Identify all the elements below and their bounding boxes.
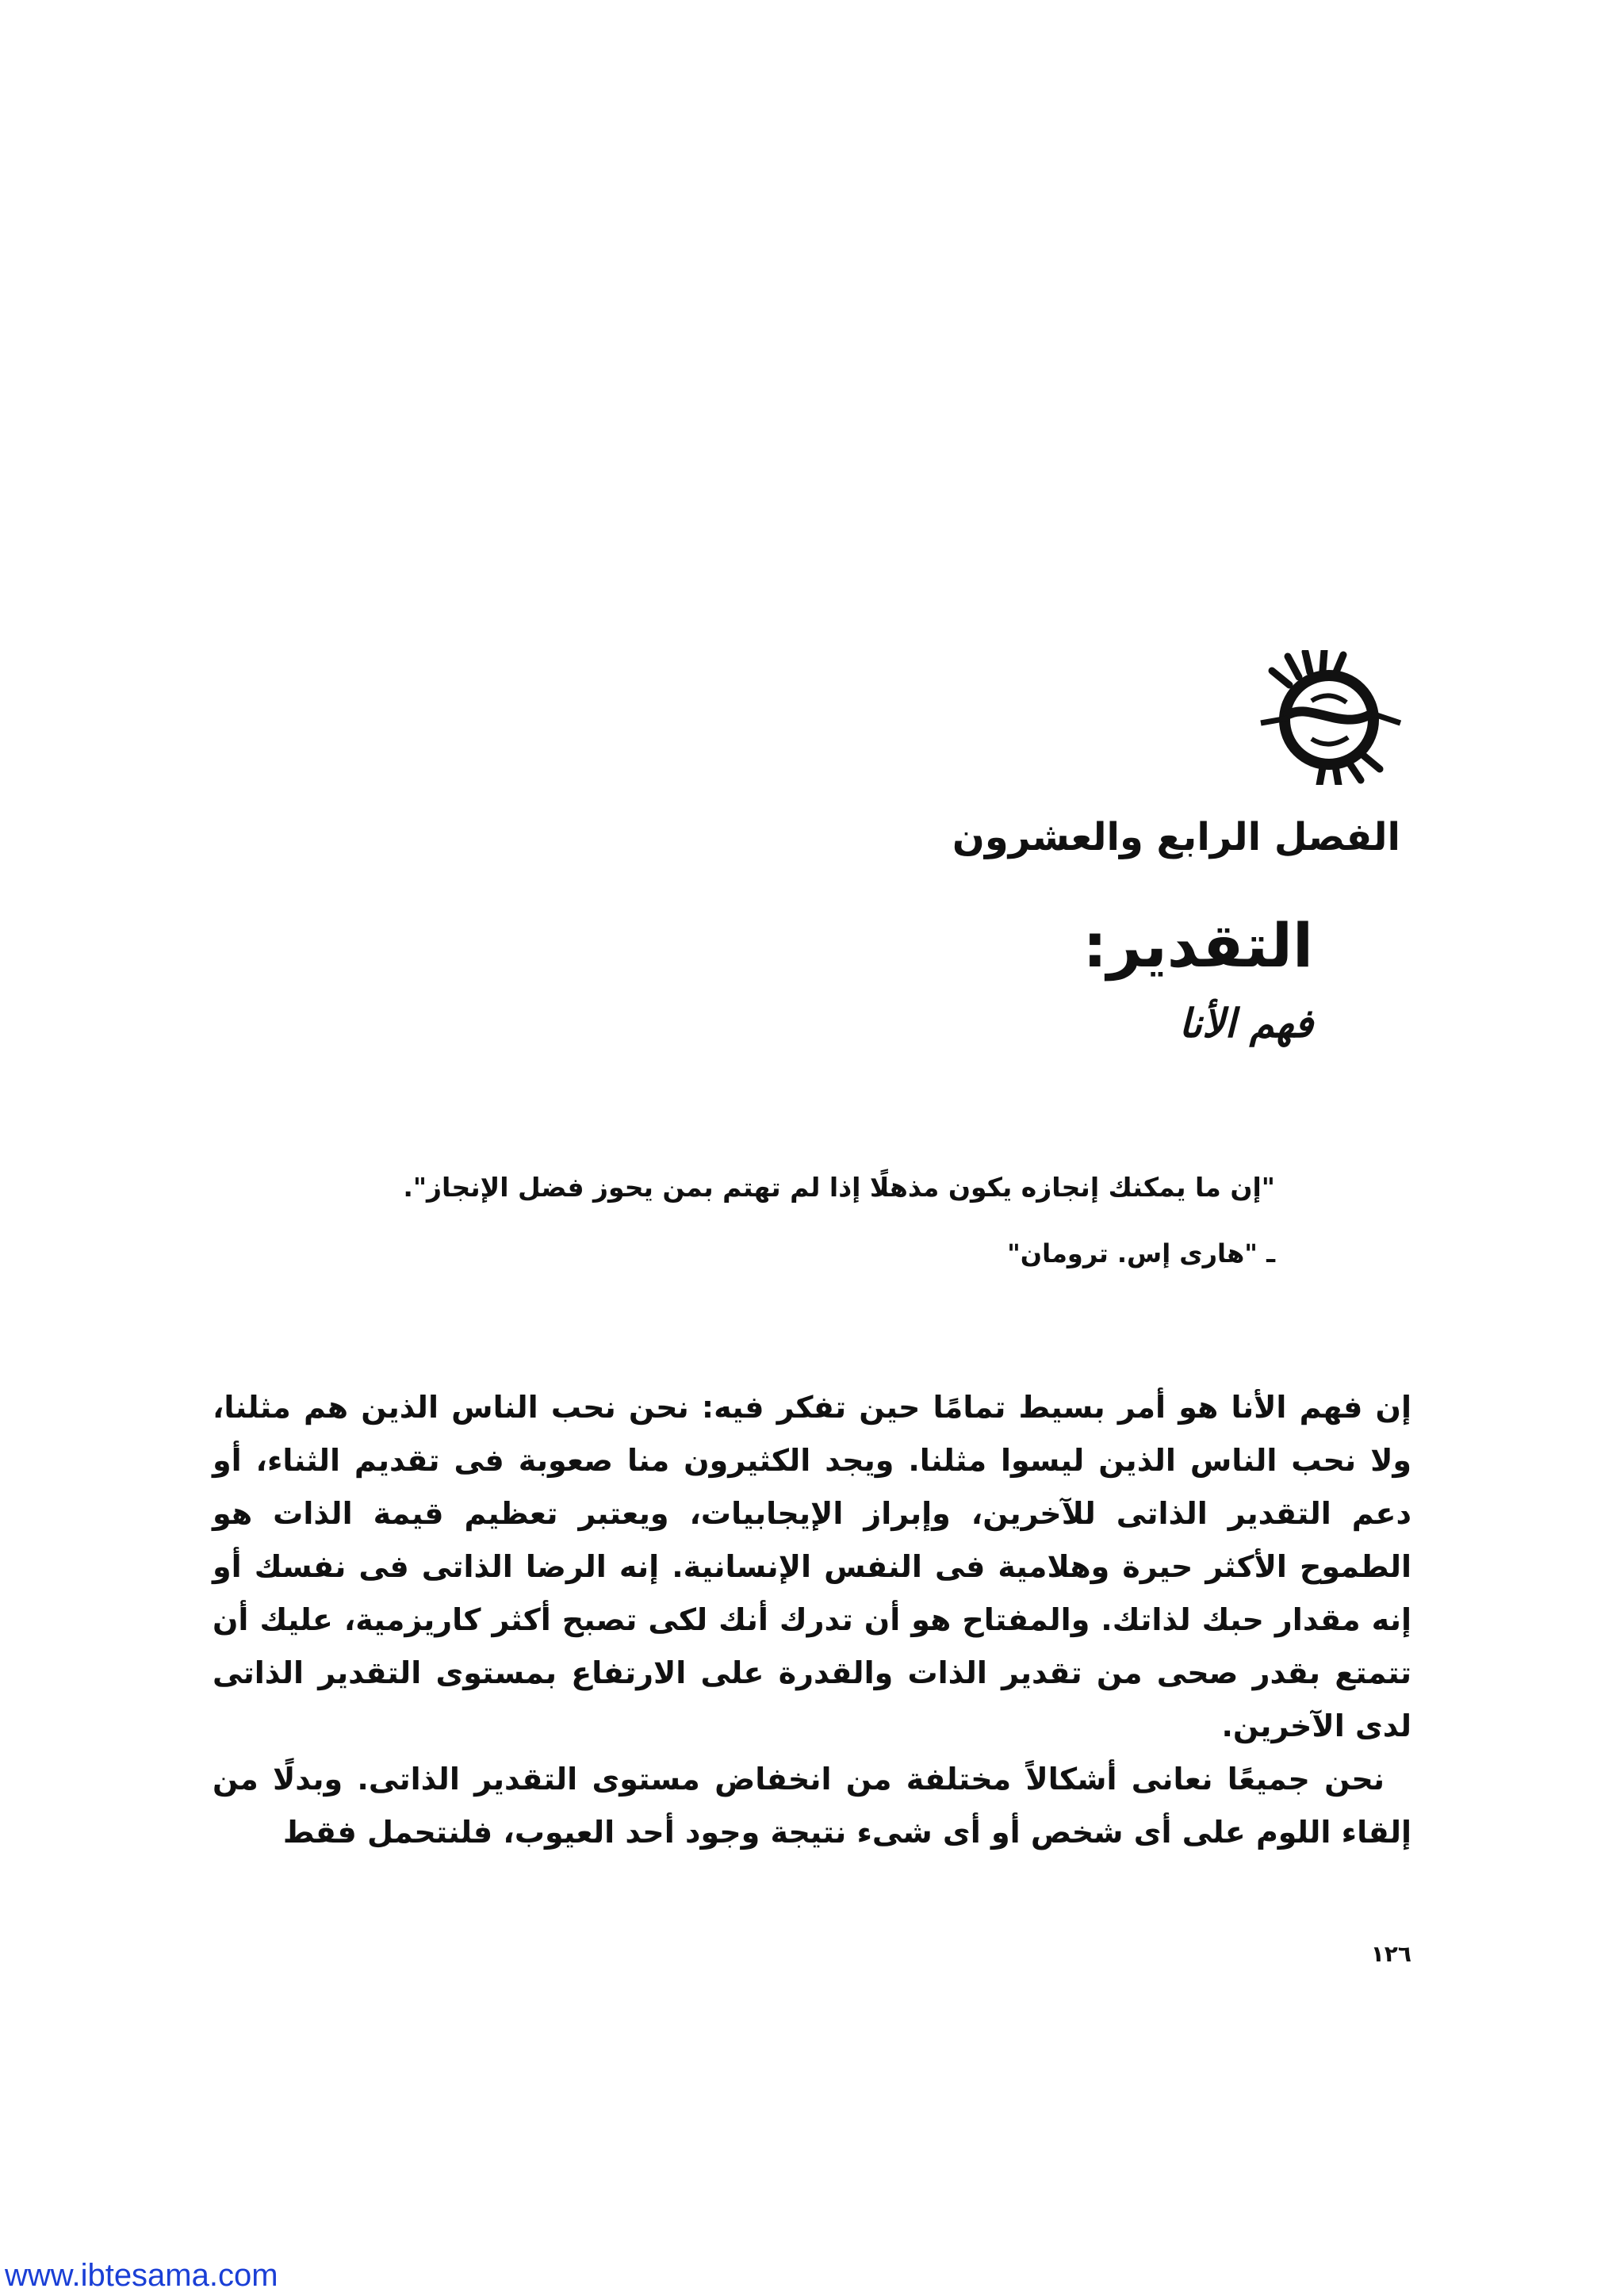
epigraph-quote: "إن ما يمكنك إنجازه يكون مذهلًا إذا لم تهتم بمن يحوز فضل الإنجاز".	[403, 1172, 1275, 1203]
body-paragraph: إن فهم الأنا هو أمر بسيط تمامًا حين تفكر فيه: نحن نحب الناس الذين هم مثلنا، ولا نحب الناس الذين ليسوا مثلنا. ويجد الكثيرون منا صعوبة فى تقديم الثناء، أو دعم التقدير الذاتى للآخرين، وإبراز الإيجابيات، ويعتبر تعظيم قيمة الذات هو الطموح الأكثر حيرة وهلامية فى النفس الإنسانية. إنه الرضا الذاتى فى نفسك أو إنه مقدار حبك لذاتك. والمفتاح هو أن تدرك أنك لكى تصبح أكثر كاريزمية، عليك أن تتمتع بقدر صحى من تقدير الذات والقدرة على الارتفاع بمستوى التقدير الذاتى لدى الآخرين.	[213, 1390, 1411, 1743]
epigraph-author: ـ "هارى إس. ترومان"	[1007, 1238, 1275, 1269]
chapter-title: التقدير:	[1082, 910, 1313, 981]
chapter-number-heading: الفصل الرابع والعشرون	[952, 815, 1400, 859]
page-number: ١٢٦	[1370, 1941, 1411, 1967]
body-paragraph: نحن جميعًا نعانى أشكالاً مختلفة من انخفاض مستوى التقدير الذاتى. وبدلًا من إلقاء اللوم على أى شخص أو أى شىء نتيجة وجود أحد العيوب، فلنتحمل فقط	[213, 1762, 1411, 1850]
chapter-subtitle: فهم الأنا	[1178, 1001, 1313, 1047]
chapter-emblem-icon	[1253, 650, 1404, 785]
watermark-link[interactable]: www.ibtesama.com	[5, 2258, 278, 2293]
body-text	[213, 1381, 1411, 1859]
